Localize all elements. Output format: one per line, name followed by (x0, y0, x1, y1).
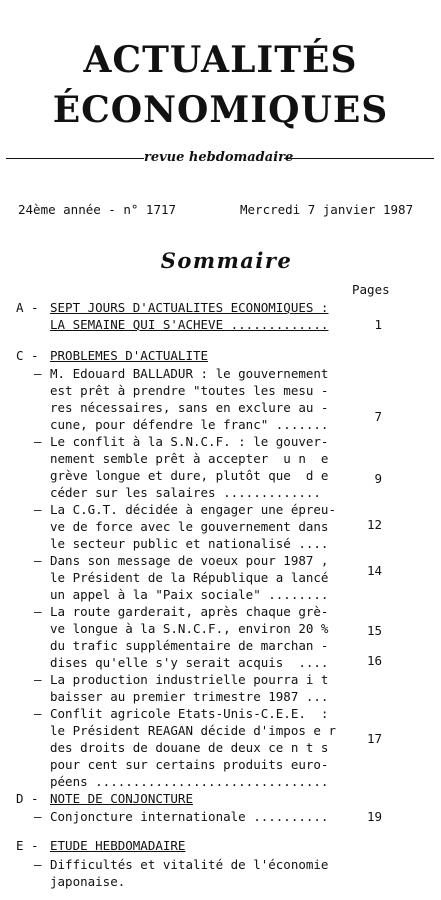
list-item-bullet: – (34, 502, 42, 517)
item-c5-line1: La route garderait, après chaque grè- (50, 604, 329, 619)
item-c5-line2: ve longue à la S.N.C.F., environ 20 % (50, 621, 329, 636)
item-c6-line2: baisser au premier trimestre 1987 ... (50, 689, 329, 704)
item-c1-line1: M. Edouard BALLADUR : le gouvernement (50, 366, 329, 381)
item-e1-line2: japonaise. (50, 874, 126, 889)
masthead-rule-right (284, 158, 434, 159)
item-c1-line4: cune, pour défendre le franc" ....... (50, 417, 329, 432)
item-c1-line3: res nécessaires, sans en exclure au - (50, 400, 329, 415)
item-c4-line3: un appel à la "Paix sociale" ........ (50, 587, 329, 602)
section-a-title-line1[interactable]: SEPT JOURS D'ACTUALITES ECONOMIQUES : (50, 300, 329, 315)
summary-heading: Sommaire (160, 248, 293, 273)
section-a-page: 1 (374, 317, 382, 332)
list-item-bullet: – (34, 366, 42, 381)
section-letter-d-visible: D - (16, 791, 39, 806)
item-d1-page: 19 (366, 809, 382, 824)
issue-date: Mercredi 7 janvier 1987 (240, 202, 414, 217)
item-c2-line1: Le conflit à la S.N.C.F. : le gouver- (50, 434, 329, 449)
masthead-title-line1: ACTUALITÉS (83, 39, 358, 81)
masthead-title-line2: ÉCONOMIQUES (52, 89, 389, 131)
section-letter-a: A - (16, 300, 39, 315)
section-letter-e: E - (16, 838, 39, 853)
item-c3-line2: ve de force avec le gouvernement dans (50, 519, 329, 534)
item-c4-line2: le Président de la République a lancé (50, 570, 329, 585)
list-item-bullet: – (34, 434, 42, 449)
masthead-subtitle: revue hebdomadaire (144, 150, 294, 165)
issue-volume-number: 24ème année - n° 1717 (18, 202, 177, 217)
item-c6-page: 16 (366, 653, 382, 668)
item-c5-line3: du trafic supplémentaire de marchan - (50, 638, 329, 653)
item-c7-line1: Conflit agricole Etats-Unis-C.E.E. : (50, 706, 329, 721)
list-item-bullet: – (34, 604, 42, 619)
item-c7-line3: des droits de douane de deux ce n t s (50, 740, 329, 755)
item-e1-line1: Difficultés et vitalité de l'économie (50, 857, 329, 872)
item-c2-page: 9 (374, 471, 382, 486)
list-item-bullet: – (34, 672, 42, 687)
masthead-rule-left (6, 158, 144, 159)
list-item-bullet: – (34, 809, 42, 824)
item-c3-page: 12 (366, 517, 382, 532)
pages-label: Pages (352, 282, 390, 297)
section-letter-c: C - (16, 348, 39, 363)
item-c2-line3: grève longue et dure, plutôt que d e (50, 468, 329, 483)
list-item-bullet: – (34, 706, 42, 721)
section-a-title-line2[interactable]: LA SEMAINE QUI S'ACHEVE ............. (50, 317, 329, 332)
item-c5-line4: dises qu'elle s'y serait acquis .... (50, 655, 329, 670)
item-c1-page: 7 (374, 409, 382, 424)
item-c2-line4: céder sur les salaires ............. (50, 485, 321, 500)
item-c7-line2: le Président REAGAN décide d'impos e r (50, 723, 336, 738)
item-c5-page: 15 (366, 623, 382, 638)
item-c4-page: 14 (366, 563, 382, 578)
item-c3-line1: La C.G.T. décidée à engager une épreu- (50, 502, 336, 517)
item-c7-line4: pour cent sur certains produits euro- (50, 757, 329, 772)
item-c6-line1: La production industrielle pourra i t (50, 672, 329, 687)
list-item-bullet: – (34, 553, 42, 568)
item-c3-line3: le secteur public et nationalisé .... (50, 536, 329, 551)
item-d1-line1: Conjoncture internationale .......... (50, 809, 329, 824)
item-c7-line5: péens ............................... (50, 774, 329, 789)
item-c4-line1: Dans son message de voeux pour 1987 , (50, 553, 329, 568)
list-item-bullet: – (34, 857, 42, 872)
section-c-title[interactable]: PROBLEMES D'ACTUALITE (50, 348, 209, 363)
item-c7-page: 17 (366, 731, 382, 746)
section-e-title[interactable]: ETUDE HEBDOMADAIRE (50, 838, 186, 853)
item-c2-line2: nement semble prêt à accepter u n e (50, 451, 329, 466)
section-d-title[interactable]: NOTE DE CONJONCTURE (50, 791, 193, 806)
item-c1-line2: est prêt à prendre "toutes les mesu - (50, 383, 329, 398)
